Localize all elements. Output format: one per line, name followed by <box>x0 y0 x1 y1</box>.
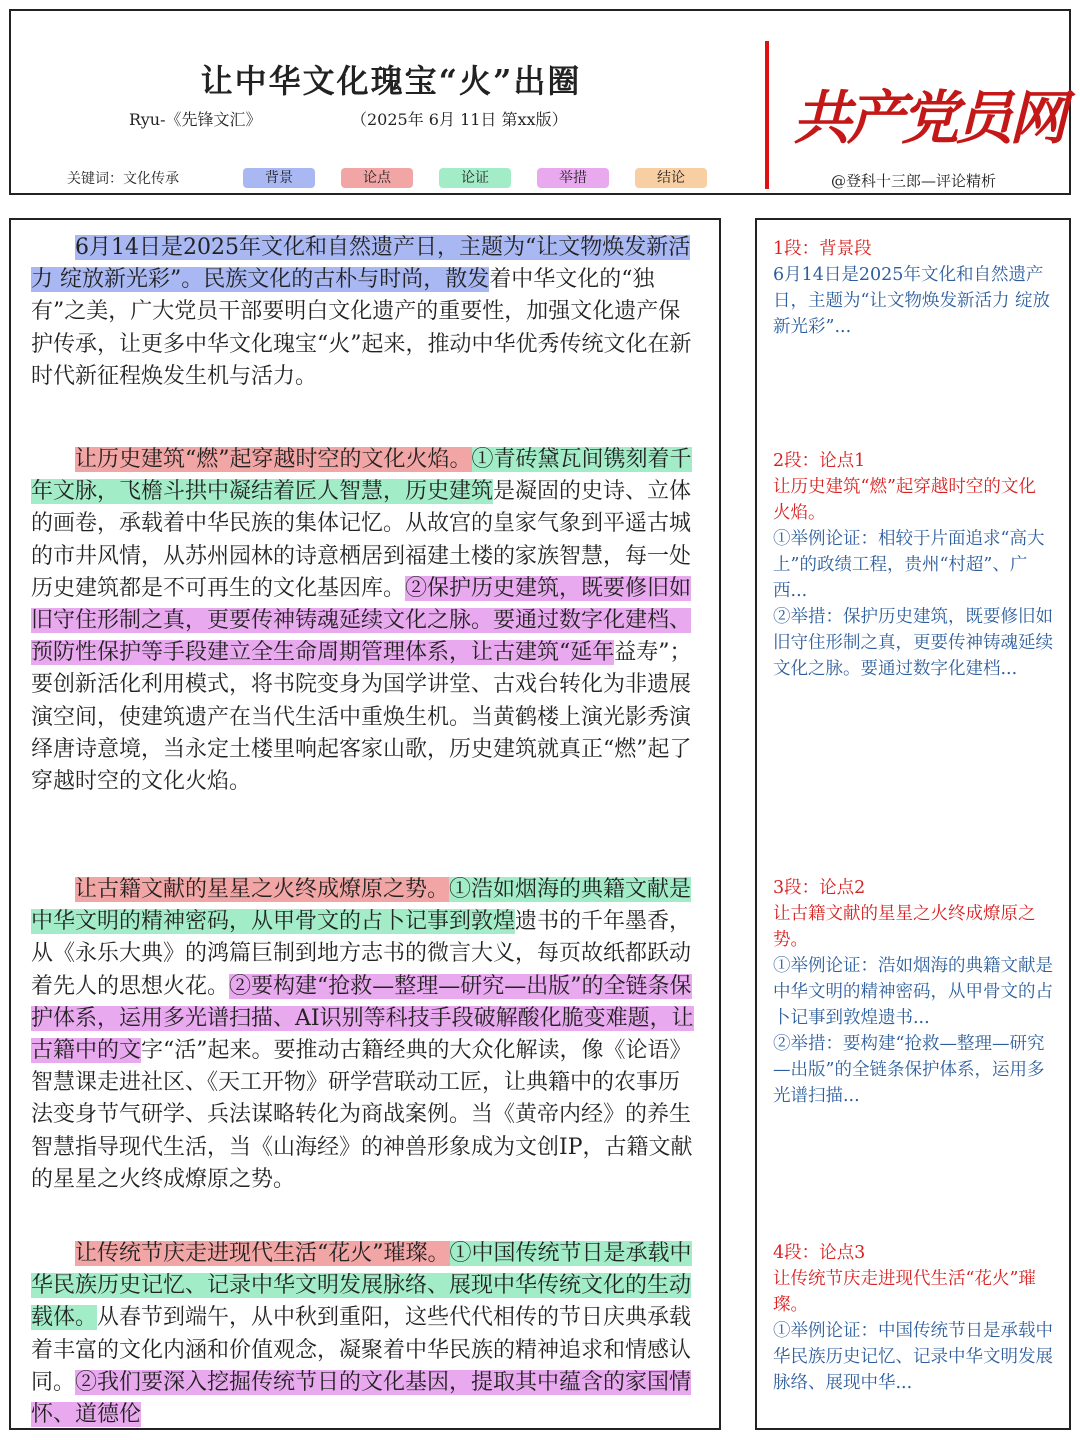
divider-line <box>765 41 769 189</box>
background-highlight: 6月14日是2025年文化和自然遗产日，主题为“让文物焕发新活力 绽放新光彩”。民族文化的古朴与时尚，散发 <box>31 235 691 293</box>
paragraph-text: 益寿”；要创新活化利用模式，将书院变身为国学讲堂、古戏台转化为非遗展演空间，使建筑遗产在当代生活中重焕生机。当黄鹤楼上演光影秀演绎唐诗意境，当永定土楼里响起客家山歌，历史建筑就真正“燃”起了穿越时空的文化火焰。 <box>31 640 692 795</box>
claim-highlight: 让传统节庆走进现代生活“花火”璀璨。 <box>75 1241 450 1266</box>
note-1 <box>773 236 1053 340</box>
evidence-highlight: ①青砖黛瓦间镌刻着千年文脉，飞檐斗拱中凝结着匠人智慧，历史建筑 <box>31 447 692 505</box>
legend-evidence: 论证 <box>439 168 511 188</box>
evidence-highlight: ①浩如烟海的典籍文献是中华文明的精神密码，从甲骨文的占卜记事到敦煌 <box>31 877 692 935</box>
site-logo: 共产党员网 <box>793 84 1064 152</box>
analysis-sidebar <box>755 218 1071 1430</box>
note-body: ①举例论证：中国传统节日是承载中华民族历史记忆、记录中华文明发展脉络、展现中华... <box>773 1321 1053 1393</box>
header-panel <box>9 9 1071 195</box>
paragraph-2 <box>31 444 701 798</box>
note-body: ①举例论证：相较于片面追求“高大上”的政绩工程，贵州“村超”、广西... ②举措：保护历史建筑，既要修旧如旧守住形制之真，更要传神铸魂延续文化之脉。要通过数字化建档... <box>773 529 1053 679</box>
legend-measure: 举措 <box>537 168 609 188</box>
page-title: 让中华文化瑰宝“火”出圈 <box>200 62 582 100</box>
paragraph-text: 遗书的千年墨香，从《永乐大典》的鸿篇巨制到地方志书的微言大义，每页故纸都跃动着先人的思想火花。 <box>31 909 692 999</box>
paragraph-text: 字“活”起来。要推动古籍经典的大众化解读，像《论语》智慧课走进社区、《天工开物》研学营联动工匠，让典籍中的农事历法变身节气研学、兵法谋略转化为商战案例。当《黄帝内经》的养生智慧指导现代生活，当《山海经》的神兽形象成为文创IP，古籍文献的星星之火终成燎原之势。 <box>31 1038 693 1192</box>
note-body: ①举例论证：浩如烟海的典籍文献是中华文明的精神密码，从甲骨文的占卜记事到敦煌遗书... ②举措：要构建“抢救—整理—研究—出版”的全链条保护体系，运用多光谱扫描... <box>773 956 1053 1106</box>
note-heading: 1段：背景段 <box>773 239 872 259</box>
paragraph-text: 是凝固的史诗、立体的画卷，承载着中华民族的集体记忆。从故宫的皇家气象到平遥古城的市井风情，从苏州园林的诗意栖居到福建土楼的家族智慧，每一处历史建筑都是不可再生的文化基因库。 <box>31 479 692 601</box>
claim-highlight: 让古籍文献的星星之火终成燎原之势。 <box>75 877 450 902</box>
paragraph-text: 着中华文化的“独有”之美，广大党员干部要明白文化遗产的重要性，加强文化遗产保护传承，让更多中华文化瑰宝“火”起来，推动中华优秀传统文化在新时代新征程焕发生机与活力。 <box>31 267 692 389</box>
note-claim: 让历史建筑“燃”起穿越时空的文化火焰。 <box>773 477 1036 523</box>
note-heading: 4段：论点3 <box>773 1243 866 1263</box>
keyword-label: 关键词：文化传承 <box>67 171 179 187</box>
note-3 <box>773 875 1053 1109</box>
note-4 <box>773 1240 1053 1396</box>
paragraph-1 <box>31 232 701 393</box>
legend-background: 背景 <box>243 168 315 188</box>
note-2 <box>773 448 1053 682</box>
note-body: 6月14日是2025年文化和自然遗产日，主题为“让文物焕发新活力 绽放新光彩”... <box>773 265 1051 337</box>
note-claim: 让传统节庆走进现代生活“花火”璀璨。 <box>773 1269 1036 1315</box>
measure-highlight: ②要构建“抢救—整理—研究—出版”的全链条保护体系，运用多光谱扫描、AI识别等科技手段破解酸化脆变难题，让古籍中的文 <box>31 973 694 1064</box>
note-claim: 让古籍文献的星星之火终成燎原之势。 <box>773 904 1036 950</box>
note-heading: 3段：论点2 <box>773 878 866 898</box>
author-line: Ryu-《先锋文汇》 <box>129 110 262 129</box>
measure-highlight: ②我们要深入挖掘传统节日的文化基因，提取其中蕴含的家国情怀、道德伦 <box>31 1369 692 1428</box>
attribution: @登科十三郎—评论精析 <box>831 172 997 190</box>
paragraph-4 <box>31 1238 701 1430</box>
article-panel <box>9 218 721 1430</box>
evidence-highlight: ①中国传统节日是承载中华民族历史记忆、记录中华文明发展脉络、展现中华传统文化的生动载体。 <box>31 1241 692 1331</box>
paragraph-text: 从春节到端午，从中秋到重阳，这些代代相传的节日庆典承载着丰富的文化内涵和价值观念，凝聚着中华民族的精神追求和情感认同。 <box>31 1305 692 1395</box>
issue-date: （2025年 6月 11日 第xx版） <box>351 110 568 129</box>
claim-highlight: 让历史建筑“燃”起穿越时空的文化火焰。 <box>75 447 472 472</box>
note-heading: 2段：论点1 <box>773 451 866 471</box>
paragraph-3 <box>31 874 701 1196</box>
legend-argument: 论点 <box>341 168 413 188</box>
measure-highlight: ②保护历史建筑，既要修旧如旧守住形制之真，更要传神铸魂延续文化之脉。要通过数字化建档、预防性保护等手段建立全生命周期管理体系，让古建筑“延年 <box>31 575 692 666</box>
legend-conclusion: 结论 <box>635 168 707 188</box>
